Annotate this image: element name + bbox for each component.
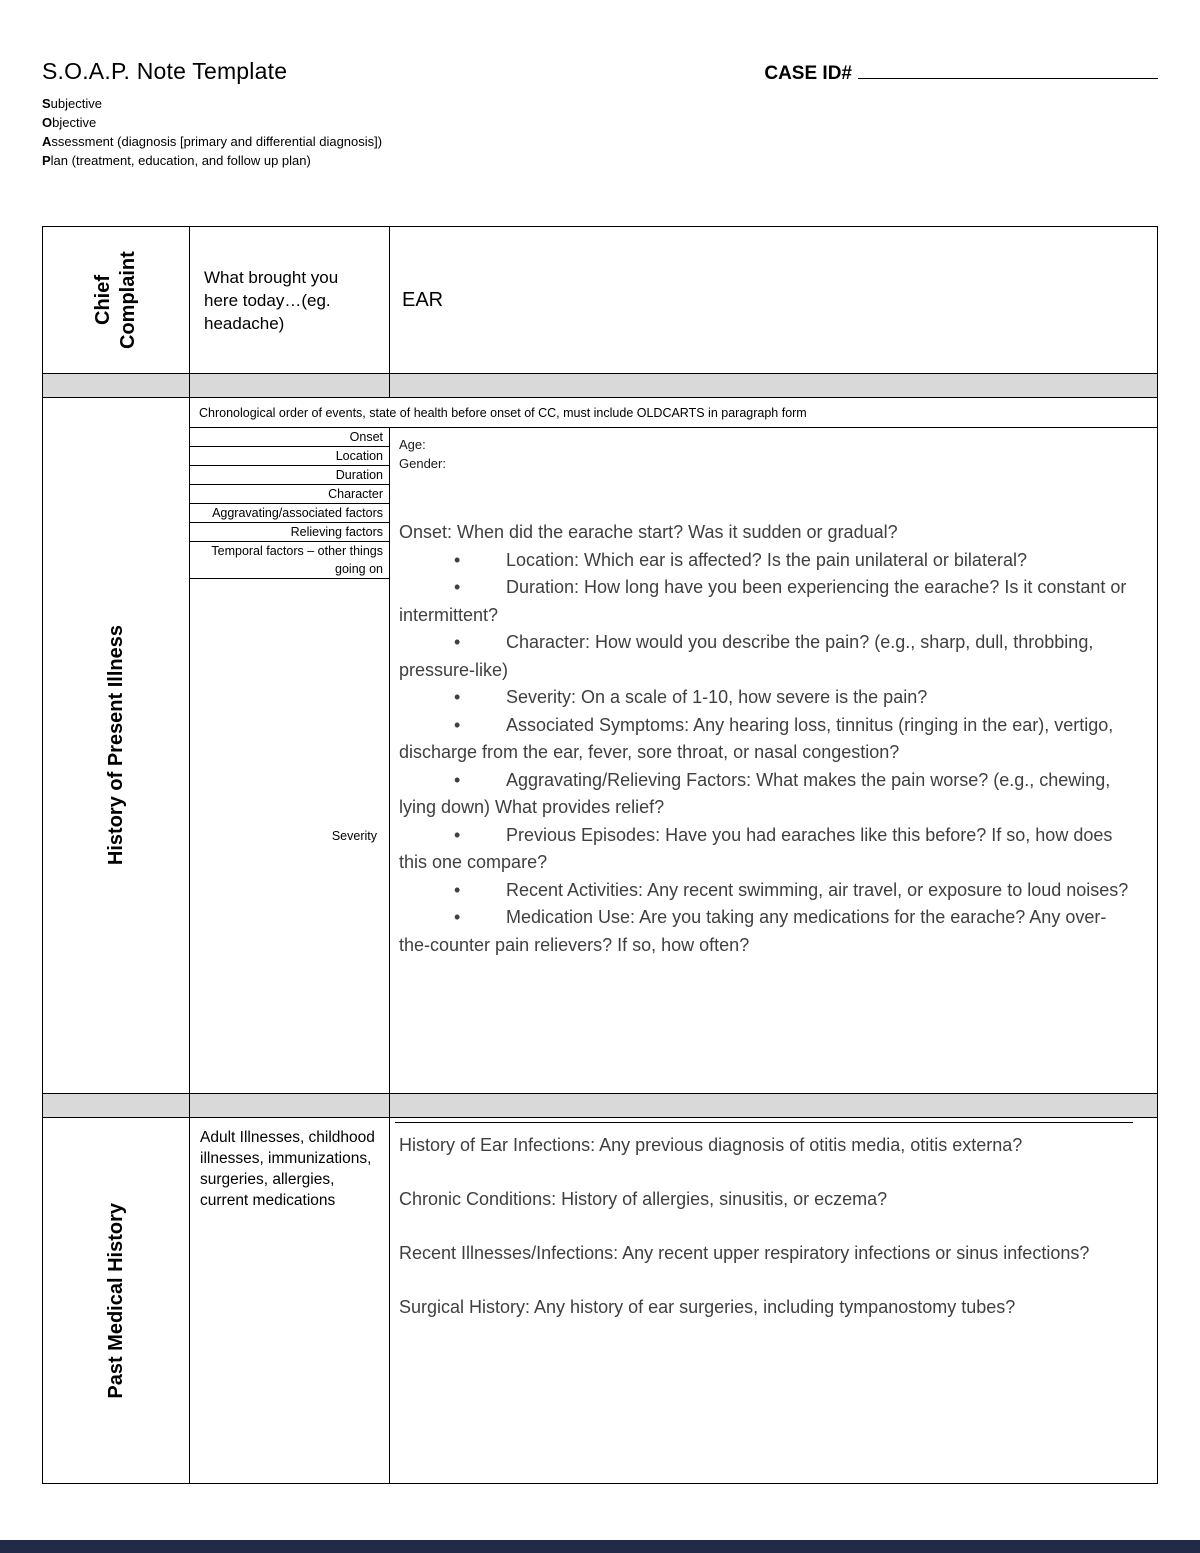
divider-cell bbox=[190, 374, 390, 397]
severity-label: Severity bbox=[331, 829, 377, 843]
oldcarts-location: Location bbox=[190, 447, 389, 466]
hpi-question: • Previous Episodes: Have you had earaches like this before? If so, how does this one compare? bbox=[399, 822, 1135, 877]
legend-rest: bjective bbox=[52, 115, 97, 130]
pmh-row bbox=[43, 1117, 1157, 1483]
divider-cell bbox=[390, 374, 1157, 397]
pmh-answer-recent-illnesses: Recent Illnesses/Infections: Any recent upper respiratory infections or sinus infections? bbox=[399, 1243, 1090, 1263]
hpi-question: Onset: When did the earache start? Was it sudden or gradual? bbox=[399, 522, 898, 542]
hpi-question: • Associated Symptoms: Any hearing loss, tinnitus (ringing in the ear), vertigo, discharge from the ear, fever, sore throat, or nasal congestion? bbox=[399, 712, 1135, 767]
chief-complaint-value: EAR bbox=[402, 288, 444, 311]
hpi-section-cell bbox=[43, 398, 190, 1093]
hpi-question: • Duration: How long have you been experiencing the earache? Is it constant or intermittent? bbox=[399, 574, 1135, 629]
divider-cell bbox=[390, 1094, 1157, 1117]
hpi-question: • Aggravating/Relieving Factors: What makes the pain worse? (e.g., chewing, lying down) What provides relief? bbox=[399, 767, 1135, 822]
hpi-column-header: Chronological order of events, state of health before onset of CC, must include OLDCARTS in paragraph form bbox=[190, 398, 1157, 428]
hpi-question: • Location: Which ear is affected? Is the pain unilateral or bilateral? bbox=[399, 547, 1135, 575]
hpi-row bbox=[43, 397, 1157, 1093]
legend-rest: ubjective bbox=[50, 96, 102, 111]
divider-cell bbox=[190, 1094, 390, 1117]
demographics bbox=[399, 435, 1135, 473]
pmh-section-label: Past Medical History bbox=[104, 1202, 127, 1399]
soap-legend bbox=[42, 94, 1158, 170]
case-id-label bbox=[764, 63, 1158, 85]
oldcarts-column bbox=[190, 428, 390, 1093]
divider-cell bbox=[43, 1094, 190, 1117]
document-header bbox=[42, 58, 1158, 85]
hpi-questions bbox=[399, 519, 1135, 959]
divider-cell bbox=[43, 374, 190, 397]
chief-complaint-prompt: What brought you here today…(eg. headache) bbox=[190, 227, 390, 373]
hpi-question: • Medication Use: Are you taking any medications for the earache? Any over-the-counter pain relievers? If so, how often? bbox=[399, 904, 1135, 959]
oldcarts-duration: Duration bbox=[190, 466, 389, 485]
soap-table bbox=[42, 226, 1158, 1484]
hpi-question: • Severity: On a scale of 1-10, how severe is the pain? bbox=[399, 684, 1135, 712]
legend-objective bbox=[42, 113, 1158, 132]
legend-initial: S bbox=[42, 96, 51, 111]
pmh-section-cell bbox=[43, 1118, 190, 1483]
page-title: S.O.A.P. Note Template bbox=[42, 58, 288, 84]
pmh-answer-ear-infections: History of Ear Infections: Any previous diagnosis of otitis media, otitis externa? bbox=[399, 1135, 1023, 1155]
footer-bar bbox=[0, 1540, 1200, 1553]
hpi-answer-cell bbox=[390, 428, 1157, 1093]
pmh-answers bbox=[395, 1122, 1133, 1321]
legend-rest: ssessment (diagnosis [primary and differential diagnosis]) bbox=[51, 134, 383, 149]
chief-complaint-section-cell bbox=[43, 227, 190, 373]
pmh-prompt: Adult Illnesses, childhood illnesses, immunizations, surgeries, allergies, current medications bbox=[190, 1118, 390, 1483]
gender-label: Gender: bbox=[399, 456, 446, 471]
pmh-answer-cell bbox=[390, 1118, 1157, 1483]
age-label: Age: bbox=[399, 437, 426, 452]
pmh-answer-chronic-conditions: Chronic Conditions: History of allergies, sinusitis, or eczema? bbox=[399, 1189, 888, 1209]
section-divider bbox=[43, 373, 1157, 397]
legend-subjective bbox=[42, 94, 1158, 113]
oldcarts-temporal-factors: Temporal factors – other things going on bbox=[190, 542, 389, 579]
legend-rest: lan (treatment, education, and follow up plan) bbox=[50, 153, 311, 168]
legend-initial: A bbox=[42, 134, 52, 149]
legend-plan bbox=[42, 151, 1158, 170]
section-divider bbox=[43, 1093, 1157, 1117]
hpi-question: • Recent Activities: Any recent swimming, air travel, or exposure to loud noises? bbox=[399, 877, 1135, 905]
chief-complaint-row bbox=[43, 227, 1157, 373]
oldcarts-character: Character bbox=[190, 485, 389, 504]
hpi-body bbox=[190, 428, 1157, 1093]
hpi-question: • Character: How would you describe the pain? (e.g., sharp, dull, throbbing, pressure-like) bbox=[399, 629, 1135, 684]
chief-complaint-section-label: Chief Complaint bbox=[92, 251, 139, 349]
oldcarts-aggravating-factors: Aggravating/associated factors bbox=[190, 504, 389, 523]
oldcarts-relieving-factors: Relieving factors bbox=[190, 523, 389, 542]
hpi-section-label: History of Present Illness bbox=[104, 625, 127, 866]
case-id-blank-line bbox=[858, 65, 1158, 79]
oldcarts-onset: Onset bbox=[190, 428, 389, 447]
legend-initial: P bbox=[42, 153, 51, 168]
legend-initial: O bbox=[42, 115, 53, 130]
case-id-text: CASE ID# bbox=[764, 63, 852, 84]
hpi-content bbox=[190, 398, 1157, 1093]
legend-assessment bbox=[42, 132, 1158, 151]
pmh-answer-surgical-history: Surgical History: Any history of ear surgeries, including tympanostomy tubes? bbox=[399, 1297, 1016, 1317]
